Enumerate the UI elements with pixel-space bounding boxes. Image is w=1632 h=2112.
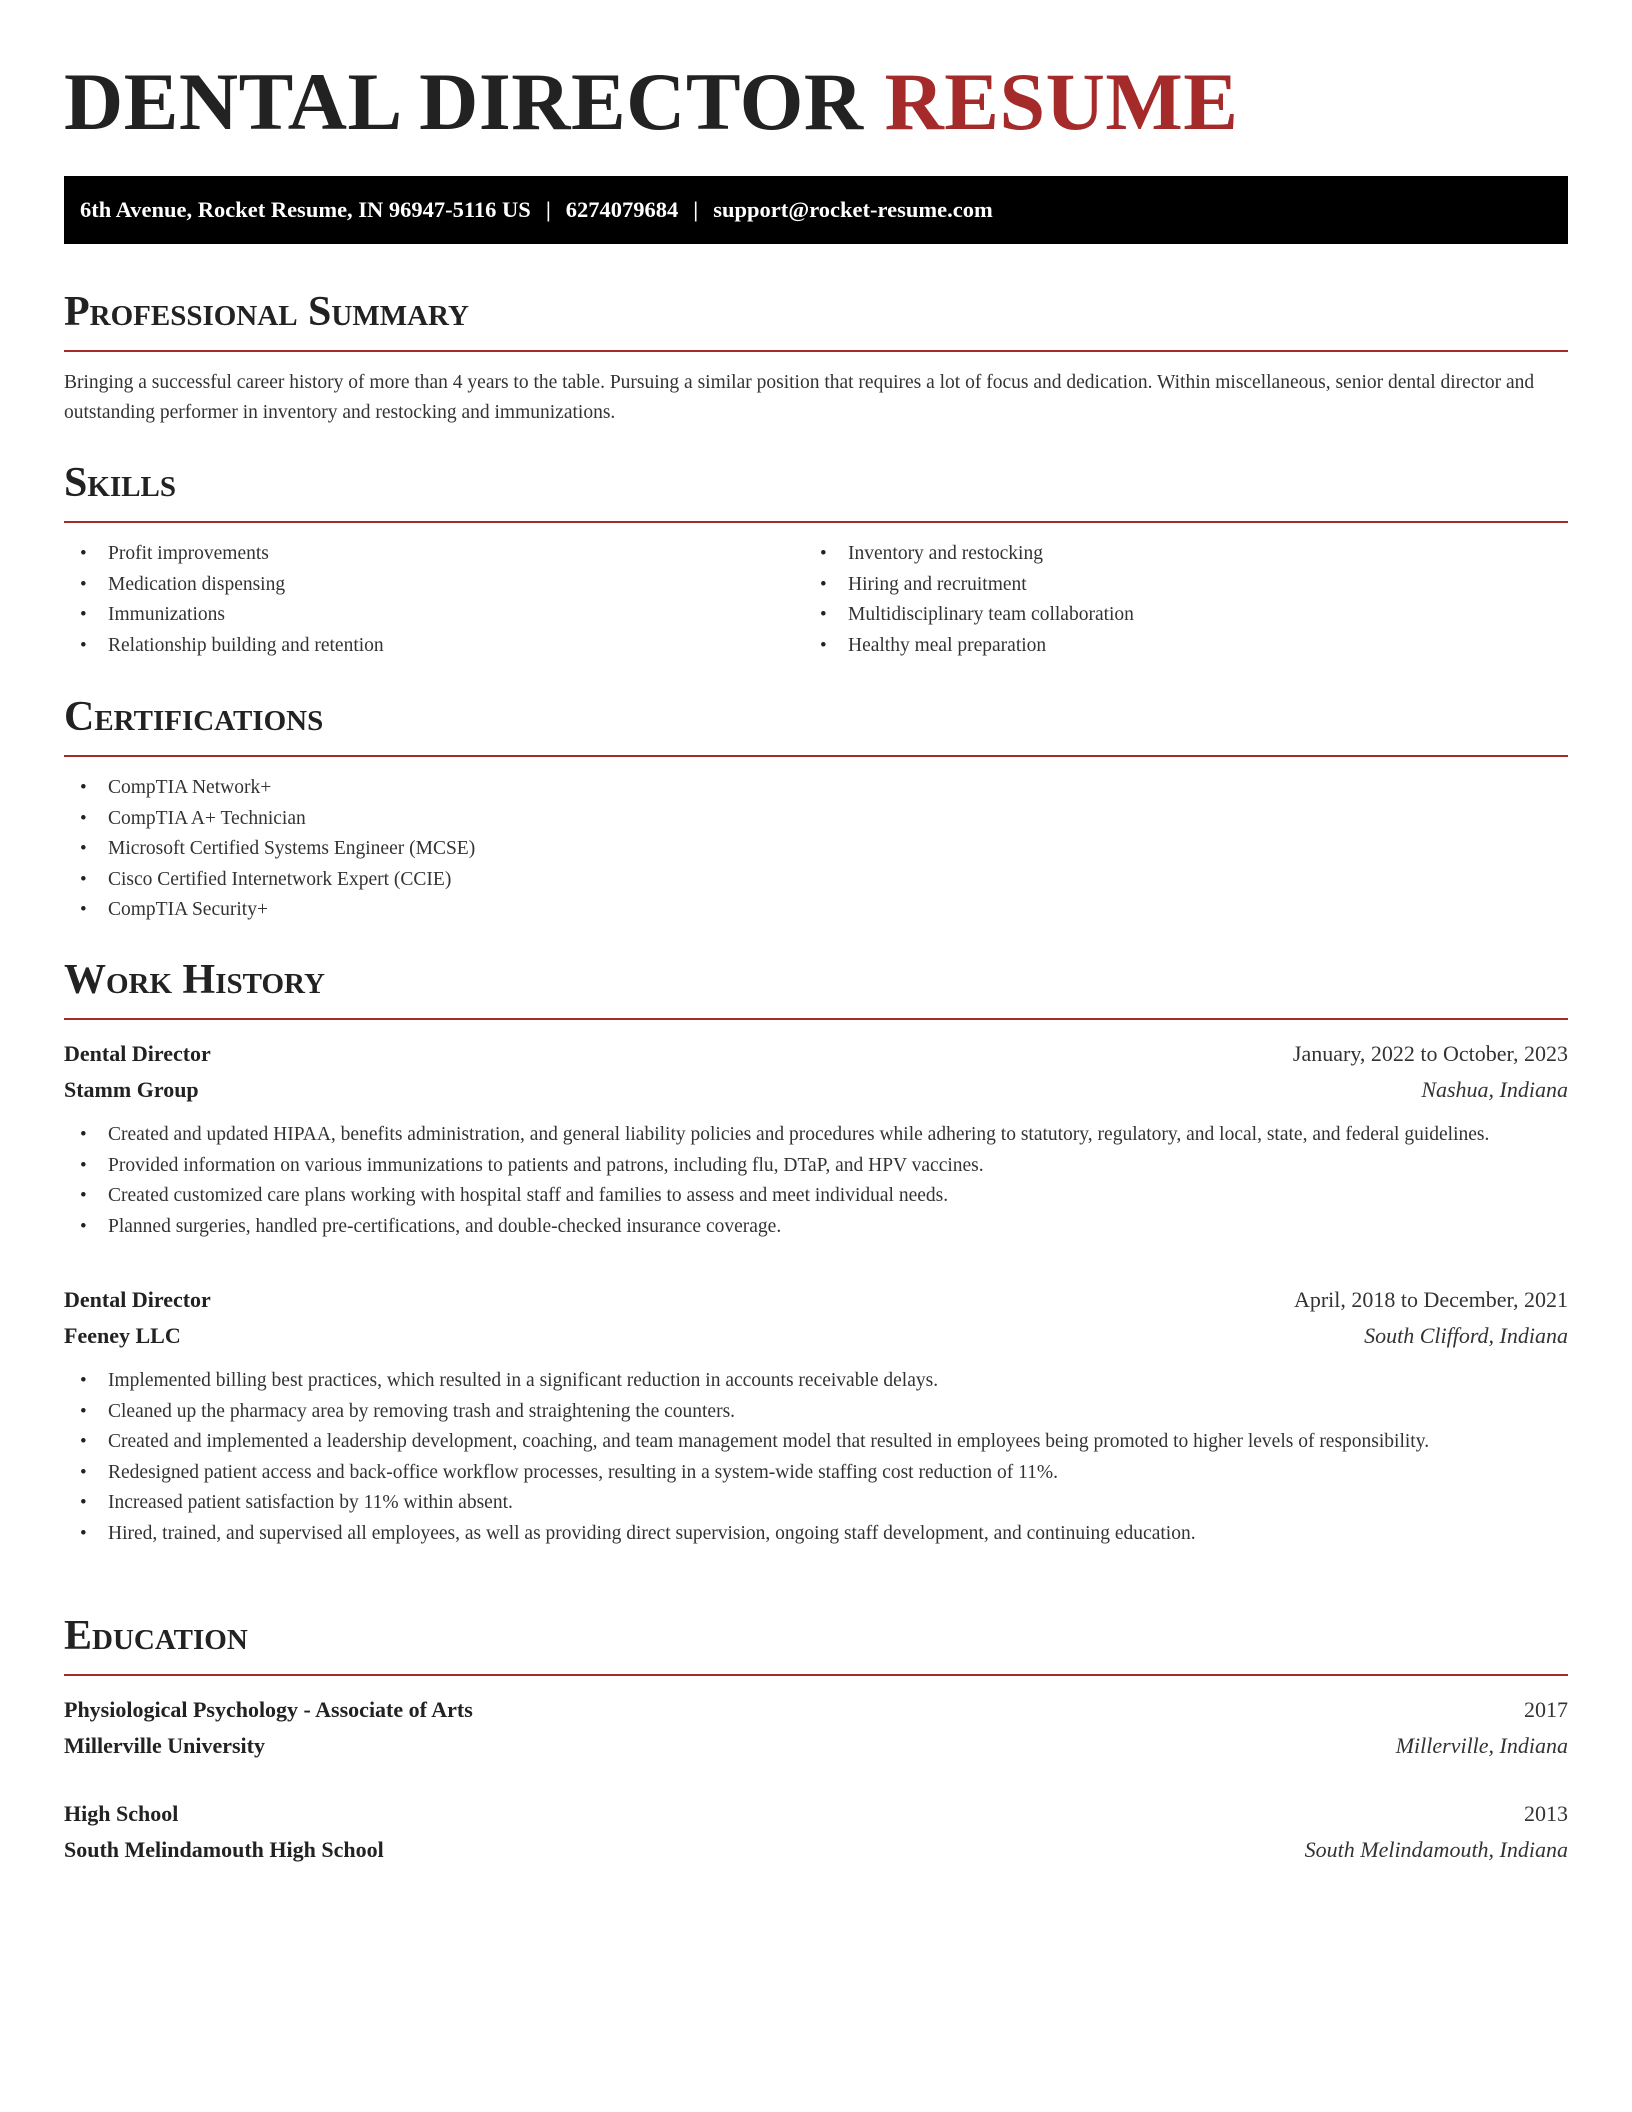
list-item: • Redesigned patient access and back-office workflow processes, resulting in a system-wide staffing cost reduction of 11%. [64, 1458, 1568, 1489]
section-heading: Skills [64, 460, 177, 506]
education-header [64, 1692, 1568, 1728]
section-divider [64, 521, 1568, 523]
title-accent: RESUME [884, 56, 1239, 147]
title-main: DENTAL DIRECTOR [64, 56, 864, 147]
job-title: Dental Director [64, 1041, 211, 1066]
education-degree: Physiological Psychology - Associate of Arts [64, 1697, 473, 1722]
contact-email: support@rocket-resume.com [713, 197, 993, 222]
education-location: South Melindamouth, Indiana [1304, 1837, 1568, 1862]
list-item: • Implemented billing best practices, which resulted in a significant reduction in accounts receivable delays. [64, 1366, 1568, 1397]
section-divider [64, 1018, 1568, 1020]
education-subheader [64, 1832, 1568, 1868]
section-heading: Certifications [64, 694, 324, 740]
section-divider [64, 350, 1568, 352]
list-item: • Hiring and recruitment [804, 570, 1544, 601]
job-entry [64, 1282, 1568, 1549]
skills-column-right [804, 539, 1544, 661]
list-item: • Created and updated HIPAA, benefits administration, and general liability policies and procedures while adhering to statutory, regulatory, and local, state, and federal guidelines. [64, 1120, 1568, 1151]
education-header [64, 1796, 1568, 1832]
list-item: • CompTIA Security+ [64, 895, 1568, 926]
education-entry [64, 1796, 1568, 1868]
certifications-section [64, 693, 1568, 926]
list-item: • Created and implemented a leadership development, coaching, and team management model that resulted in employees being promoted to higher levels of responsibility. [64, 1427, 1568, 1458]
list-item: • Created customized care plans working with hospital staff and families to assess and meet individual needs. [64, 1181, 1568, 1212]
list-item: • Medication dispensing [64, 570, 804, 601]
list-item: • Immunizations [64, 600, 804, 631]
list-item: • Microsoft Certified Systems Engineer (MCSE) [64, 834, 1568, 865]
job-company: Feeney LLC [64, 1323, 181, 1348]
education-year: 2017 [1524, 1697, 1568, 1722]
section-heading: Education [64, 1613, 248, 1659]
education-school: Millerville University [64, 1733, 265, 1758]
list-item: • CompTIA Network+ [64, 773, 1568, 804]
education-subheader [64, 1728, 1568, 1764]
list-item: • Provided information on various immunizations to patients and patrons, including flu, DTaP, and HPV vaccines. [64, 1151, 1568, 1182]
job-company: Stamm Group [64, 1077, 199, 1102]
job-bullets [64, 1120, 1568, 1242]
skills-section [64, 459, 1568, 661]
list-item: • Cisco Certified Internetwork Expert (CCIE) [64, 865, 1568, 896]
education-section [64, 1612, 1568, 1868]
list-item: • Planned surgeries, handled pre-certifications, and double-checked insurance coverage. [64, 1212, 1568, 1243]
resume-title [64, 0, 1568, 146]
skills-grid [64, 539, 1568, 661]
job-header [64, 1282, 1568, 1318]
list-item: • Inventory and restocking [804, 539, 1544, 570]
work-history-section [64, 956, 1568, 1549]
job-header [64, 1036, 1568, 1072]
job-dates: April, 2018 to December, 2021 [1293, 1287, 1568, 1312]
list-item: • Relationship building and retention [64, 631, 804, 662]
list-item: • Profit improvements [64, 539, 804, 570]
list-item: • Cleaned up the pharmacy area by removing trash and straightening the counters. [64, 1397, 1568, 1428]
list-item: • Multidisciplinary team collaboration [804, 600, 1544, 631]
list-item: • Increased patient satisfaction by 11% within absent. [64, 1488, 1568, 1519]
section-divider [64, 1674, 1568, 1676]
section-heading: Professional Summary [64, 289, 469, 335]
education-entry [64, 1692, 1568, 1764]
list-item: • CompTIA A+ Technician [64, 804, 1568, 835]
section-heading: Work History [64, 957, 325, 1003]
contact-separator: | [545, 197, 551, 222]
job-subheader [64, 1072, 1568, 1108]
education-school: South Melindamouth High School [64, 1837, 384, 1862]
summary-section [64, 288, 1568, 428]
education-degree: High School [64, 1801, 179, 1826]
list-item: • Hired, trained, and supervised all employees, as well as providing direct supervision, ongoing staff development, and continuing education. [64, 1519, 1568, 1550]
job-entry [64, 1036, 1568, 1242]
education-location: Millerville, Indiana [1395, 1733, 1568, 1758]
summary-text: Bringing a successful career history of more than 4 years to the table. Pursuing a similar position that requires a lot of focus and dedication. Within miscellaneous, senior dental director and outstanding performer in inventory and restocking and immunizations. [64, 372, 1535, 423]
job-dates: January, 2022 to October, 2023 [1292, 1041, 1568, 1066]
job-title: Dental Director [64, 1287, 211, 1312]
list-item: • Healthy meal preparation [804, 631, 1544, 662]
contact-phone: 6274079684 [565, 197, 679, 222]
job-subheader [64, 1318, 1568, 1354]
contact-bar [64, 176, 1568, 244]
skills-column-left [64, 539, 804, 661]
resume-page [64, 0, 1568, 1862]
education-year: 2013 [1524, 1801, 1568, 1826]
section-divider [64, 755, 1568, 757]
job-location: Nashua, Indiana [1421, 1077, 1568, 1102]
contact-address: 6th Avenue, Rocket Resume, IN 96947-5116 US [80, 197, 531, 222]
job-location: South Clifford, Indiana [1364, 1323, 1568, 1348]
certifications-list [64, 773, 1568, 926]
job-bullets [64, 1366, 1568, 1549]
contact-separator: | [693, 197, 699, 222]
